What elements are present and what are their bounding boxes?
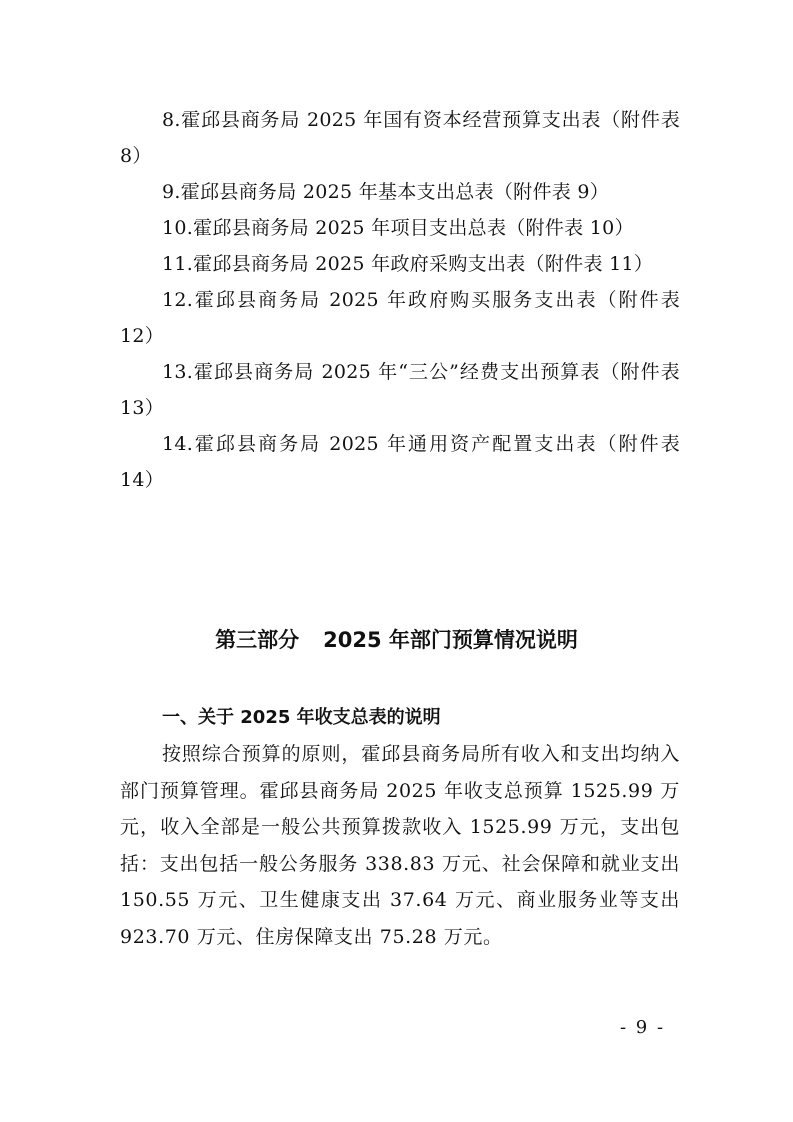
- list-item: 13.霍邱县商务局 2025 年“三公”经费支出预算表（附件表 13）: [120, 361, 680, 419]
- section-paragraph: 按照综合预算的原则，霍邱县商务局所有收入和支出均纳入部门预算管理。霍邱县商务局 2025 年收支总预算 1525.99 万元，收入全部是一般公共预算拨款收入 1525.99 万元，支出包括：支出包括一般公务服务 338.83 万元、社会保障和就业支出 150.55 万元、卫生健康支出 37.64 万元、商业服务业等支出 923.70 万元、住房保障支出 75.28 万元。: [120, 743, 680, 948]
- list-item: 9.霍邱县商务局 2025 年基本支出总表（附件表 9）: [162, 181, 610, 203]
- list-item: 8.霍邱县商务局 2025 年国有资本经营预算支出表（附件表 8）: [120, 109, 680, 167]
- list-item: 11.霍邱县商务局 2025 年政府采购支出表（附件表 11）: [162, 253, 654, 275]
- list-item: 14.霍邱县商务局 2025 年通用资产配置支出表（附件表 14）: [120, 433, 680, 491]
- part-heading: [0, 622, 793, 658]
- section-title: 一、关于 2025 年收支总表的说明: [162, 707, 441, 728]
- part-label: 第三部分: [215, 628, 300, 652]
- page-number: - 9 -: [620, 1017, 666, 1038]
- list-item: 12.霍邱县商务局 2025 年政府购买服务支出表（附件表 12）: [120, 289, 680, 347]
- part-title: 2025 年部门预算情况说明: [323, 628, 578, 652]
- attachment-list: [120, 102, 680, 498]
- list-item: 10.霍邱县商务局 2025 年项目支出总表（附件表 10）: [162, 217, 634, 239]
